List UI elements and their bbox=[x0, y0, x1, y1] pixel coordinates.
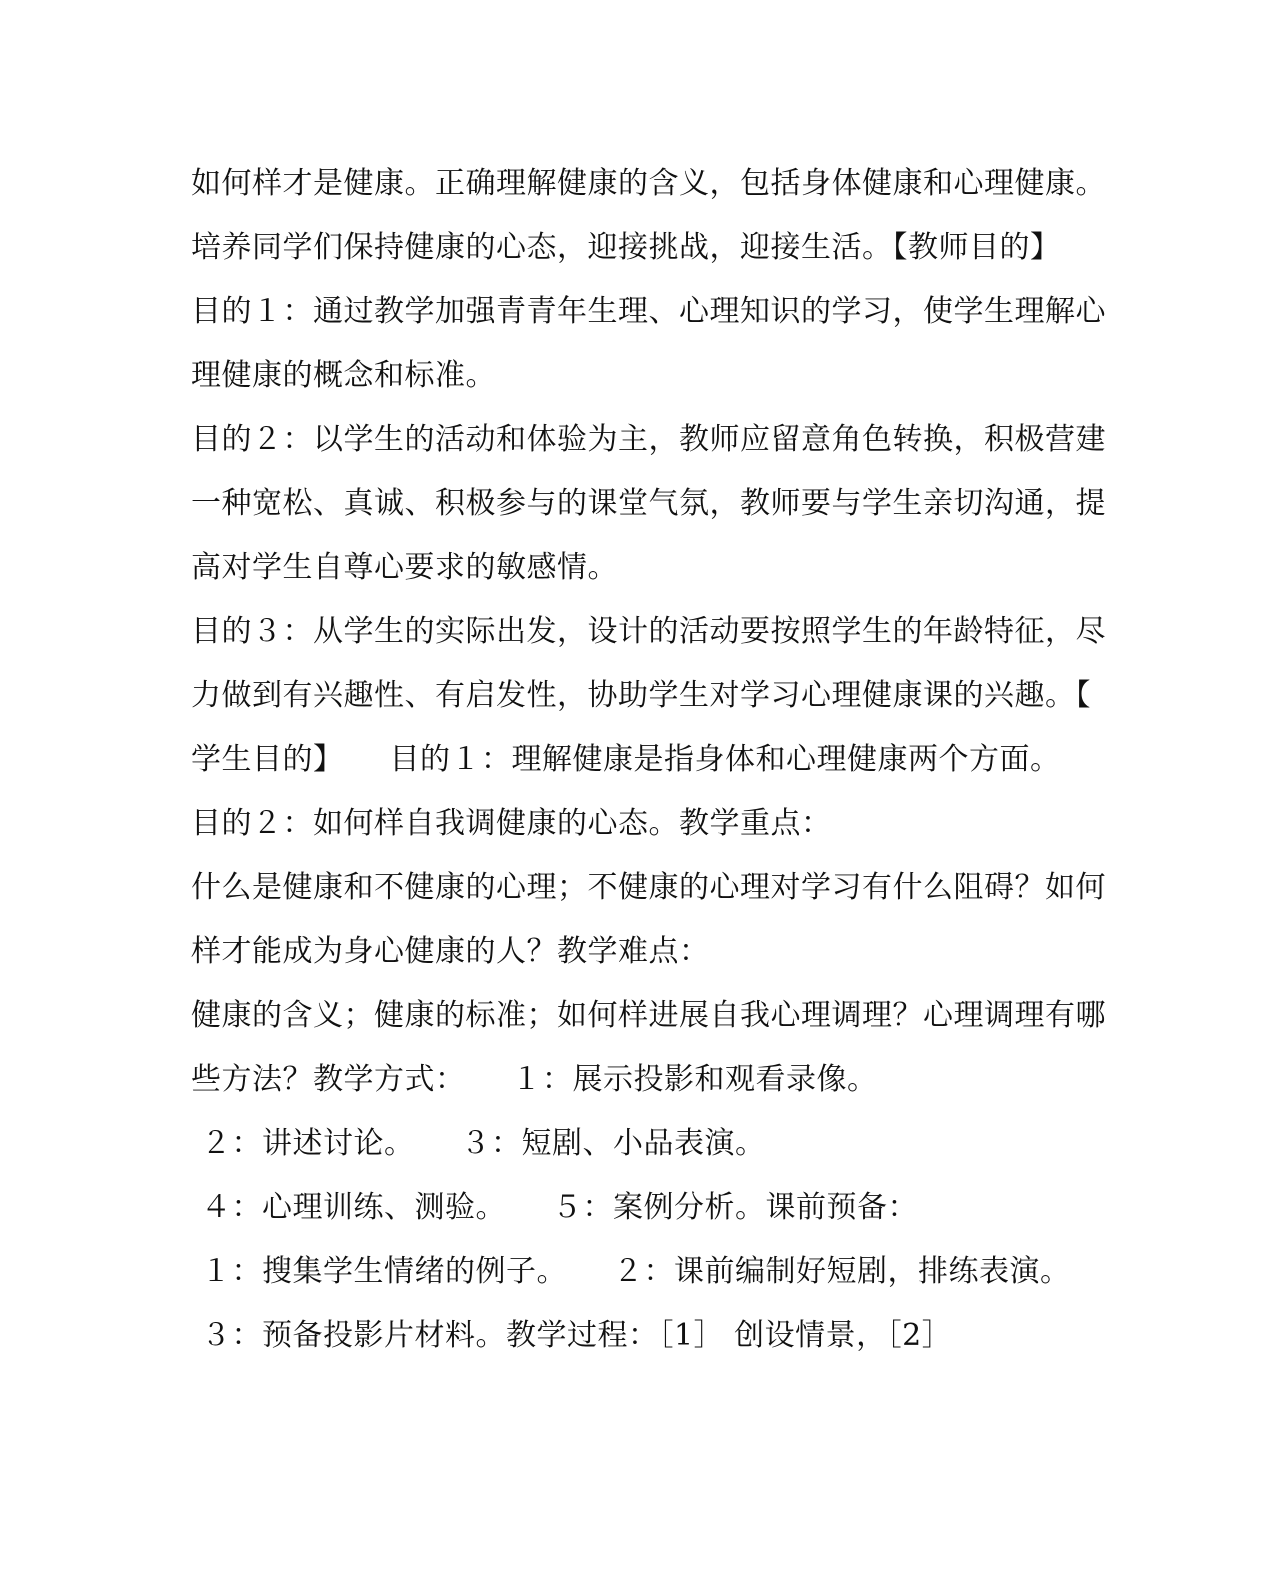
text-line: 什么是健康和不健康的心理；不健康的心理对学习有什么阻碍？如何 bbox=[191, 870, 1106, 905]
text-line: 力做到有兴趣性、有启发性，协助学生对学习心理健康课的兴趣。【 bbox=[191, 678, 1091, 713]
text-line: 目的２：如何样自我调健康的心态。教学重点： bbox=[191, 806, 832, 841]
text-line: 高对学生自尊心要求的敏感情。 bbox=[191, 550, 618, 585]
text-line: 学生目的】 目的１：理解健康是指身体和心理健康两个方面。 bbox=[191, 742, 1061, 777]
text-line: 目的３：从学生的实际出发，设计的活动要按照学生的年龄特征，尽 bbox=[191, 614, 1106, 649]
text-line: 目的２：以学生的活动和体验为主，教师应留意角色转换，积极营建 bbox=[191, 422, 1106, 457]
text-line: ２：讲述讨论。 ３：短剧、小品表演。 bbox=[191, 1126, 766, 1161]
text-line: 目的１：通过教学加强青青年生理、心理知识的学习，使学生理解心 bbox=[191, 294, 1106, 329]
text-line: 一种宽松、真诚、积极参与的课堂气氛，教师要与学生亲切沟通，提 bbox=[191, 486, 1106, 521]
text-line: 样才能成为身心健康的人？教学难点： bbox=[191, 934, 710, 969]
text-line: 培养同学们保持健康的心态，迎接挑战，迎接生活。【教师目的】 bbox=[191, 230, 1061, 265]
text-line: ４：心理训练、测验。 ５：案例分析。课前预备： bbox=[191, 1190, 919, 1225]
text-line: 些方法？教学方式： １：展示投影和观看录像。 bbox=[191, 1062, 878, 1097]
text-line: 如何样才是健康。正确理解健康的含义，包括身体健康和心理健康。 bbox=[191, 166, 1106, 201]
body-text bbox=[191, 152, 1106, 1368]
text-line: 健康的含义；健康的标准；如何样进展自我心理调理？心理调理有哪 bbox=[191, 998, 1106, 1033]
text-line: １：搜集学生情绪的例子。 ２：课前编制好短剧，排练表演。 bbox=[191, 1254, 1071, 1289]
text-line: ３：预备投影片材料。教学过程：［1］ 创设情景，［2］ bbox=[191, 1318, 953, 1353]
text-line: 理健康的概念和标准。 bbox=[191, 358, 496, 393]
